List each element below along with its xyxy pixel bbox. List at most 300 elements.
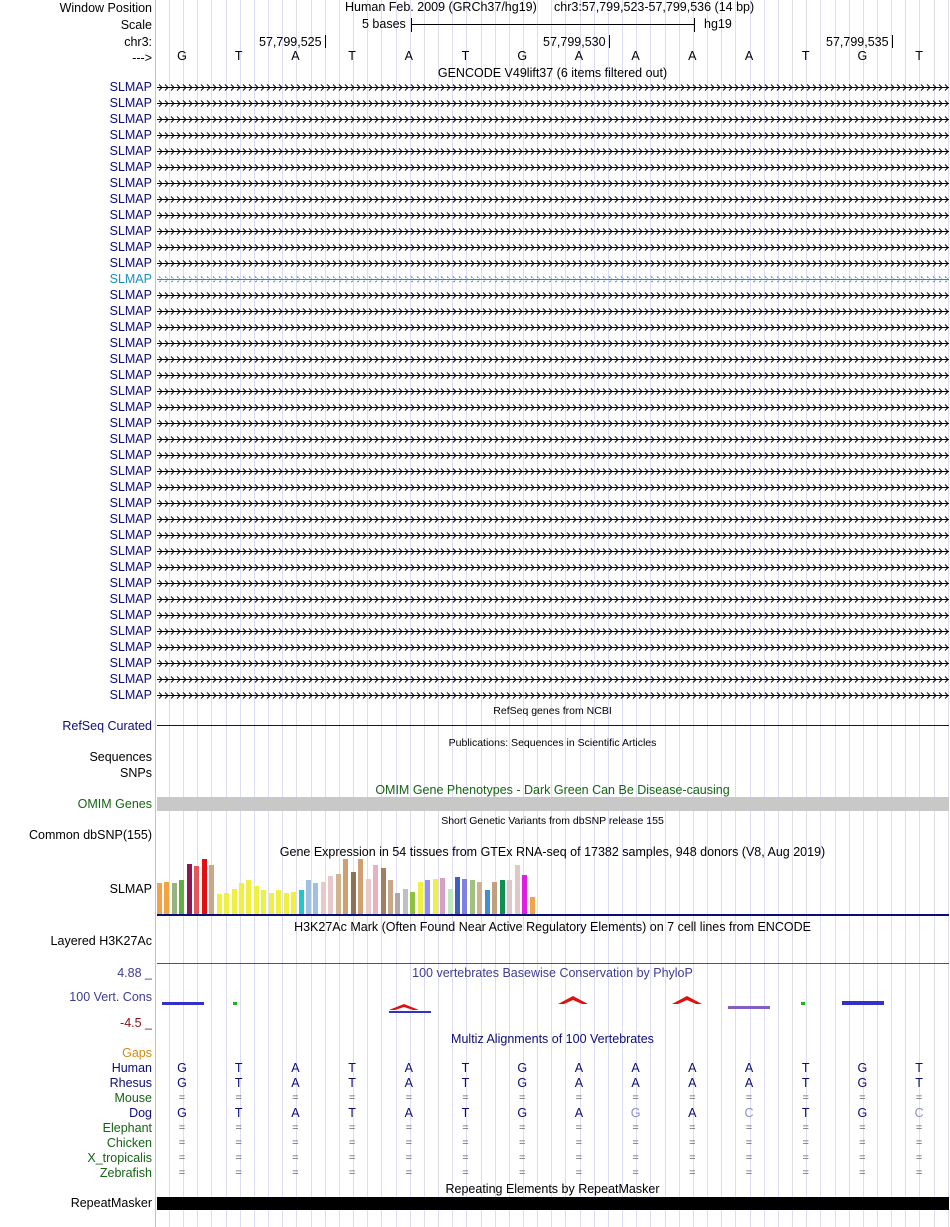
gtex-tissue-bar[interactable] (321, 882, 326, 914)
multiz-base: = (518, 1137, 526, 1149)
multiz-base: = (575, 1167, 583, 1179)
gtex-tissue-bar[interactable] (433, 879, 438, 914)
gencode-transcript[interactable] (157, 307, 949, 316)
gencode-transcript-label[interactable]: SLMAP (109, 336, 152, 350)
cons-logo-glyph (389, 1004, 419, 1010)
gencode-track-title[interactable]: GENCODE V49lift37 (6 items filtered out) (437, 66, 668, 80)
multiz-base: = (348, 1092, 356, 1104)
gencode-transcript-label[interactable]: SLMAP (109, 80, 152, 94)
multiz-base: G (630, 1106, 641, 1120)
gencode-transcript-label[interactable]: SLMAP (109, 560, 152, 574)
multiz-base: = (915, 1137, 923, 1149)
cons-min-label: -4.5 _ (120, 1016, 152, 1030)
multiz-base: A (574, 1076, 584, 1090)
multiz-species-label[interactable]: Zebrafish (99, 1166, 152, 1180)
gtex-tissue-bar[interactable] (366, 879, 371, 914)
gtex-tissue-bar[interactable] (239, 883, 244, 914)
gtex-tissue-bar[interactable] (462, 879, 467, 914)
gtex-tissue-bar[interactable] (179, 880, 184, 914)
gencode-transcript-label[interactable]: SLMAP (109, 656, 152, 670)
multiz-species-label[interactable]: Elephant (102, 1121, 152, 1135)
position-readout: chr3:57,799,523-57,799,536 (14 bp) (554, 0, 755, 14)
multiz-base: T (234, 1076, 243, 1090)
gtex-tissue-bar[interactable] (507, 880, 512, 914)
multiz-base: A (291, 1061, 300, 1075)
cons-logo-glyph (558, 996, 588, 1004)
multiz-base: = (575, 1122, 583, 1134)
gencode-transcript-label[interactable]: SLMAP (109, 448, 152, 462)
multiz-base: = (405, 1122, 413, 1134)
multiz-base: A (744, 1076, 754, 1090)
refseq-track-title[interactable]: RefSeq genes from NCBI (493, 705, 612, 717)
coord-tick (892, 35, 893, 48)
gtex-track-title[interactable]: Gene Expression in 54 tissues from GTEx RNA-seq of 17382 samples, 948 donors (V8, Aug 2019) (279, 845, 826, 859)
gtex-tissue-bar[interactable] (477, 882, 482, 914)
gencode-transcript[interactable] (157, 83, 949, 92)
cons-logo-glyph (233, 1002, 237, 1005)
gencode-transcript[interactable] (157, 675, 949, 684)
multiz-base: A (574, 1061, 584, 1075)
gtex-tissue-bar[interactable] (254, 886, 259, 914)
multiz-base: A (744, 1061, 754, 1075)
sequence-base: T (461, 49, 470, 63)
gtex-tissue-bar[interactable] (500, 880, 505, 914)
gencode-transcript-label[interactable]: SLMAP (109, 240, 152, 254)
multiz-base: = (575, 1152, 583, 1164)
gencode-transcript-label[interactable]: SLMAP (109, 384, 152, 398)
db-label: hg19 (704, 17, 732, 31)
multiz-base: = (802, 1167, 809, 1179)
multiz-base: = (518, 1122, 526, 1134)
multiz-base: = (575, 1092, 583, 1104)
gtex-tissue-bar[interactable] (284, 893, 289, 914)
gencode-transcript-label[interactable]: SLMAP (109, 192, 152, 206)
gtex-tissue-bar[interactable] (448, 889, 453, 914)
gencode-transcript[interactable] (157, 579, 949, 588)
gencode-transcript[interactable] (157, 227, 949, 236)
multiz-track-title[interactable]: Multiz Alignments of 100 Vertebrates (451, 1032, 654, 1046)
multiz-base: = (405, 1137, 413, 1149)
gtex-tissue-bar[interactable] (269, 893, 274, 914)
gencode-transcript-label[interactable]: SLMAP (109, 480, 152, 494)
gencode-transcript[interactable] (157, 339, 949, 348)
gtex-tissue-bar[interactable] (246, 880, 251, 914)
multiz-base: T (461, 1106, 470, 1120)
rmsk-track-title[interactable]: Repeating Elements by RepeatMasker (445, 1182, 660, 1196)
gencode-transcript-label[interactable]: SLMAP (109, 400, 152, 414)
h3k27-track-title[interactable]: H3K27Ac Mark (Often Found Near Active Regulatory Elements) on 7 cell lines from ENCODE (294, 920, 811, 934)
multiz-base: = (292, 1167, 299, 1179)
multiz-base: = (292, 1092, 299, 1104)
sequence-base: G (517, 49, 528, 63)
multiz-base: = (745, 1152, 753, 1164)
multiz-base: T (915, 1061, 923, 1075)
gencode-transcript-label[interactable]: SLMAP (109, 672, 152, 686)
multiz-base: = (632, 1152, 639, 1164)
gencode-transcript[interactable] (157, 179, 949, 188)
multiz-base: T (461, 1061, 470, 1075)
coord-tick (325, 35, 326, 48)
multiz-base: = (405, 1152, 413, 1164)
multiz-base: = (462, 1122, 469, 1134)
gtex-tissue-bar[interactable] (351, 872, 356, 914)
gencode-transcript[interactable] (157, 131, 949, 140)
multiz-base: = (178, 1152, 186, 1164)
h3k27-baseline (157, 963, 949, 964)
multiz-base: T (801, 1106, 810, 1120)
gencode-transcript-label[interactable]: SLMAP (109, 96, 152, 110)
multiz-base: A (404, 1076, 413, 1090)
sequence-base: A (574, 49, 584, 63)
gencode-transcript-label[interactable]: SLMAP (109, 368, 152, 382)
pubs-label-sequences[interactable]: Sequences (89, 750, 152, 764)
multiz-base: T (348, 1076, 356, 1090)
gencode-transcript[interactable] (157, 115, 949, 124)
gtex-tissue-bar[interactable] (164, 882, 169, 914)
gencode-transcript-label[interactable]: SLMAP (109, 528, 152, 542)
multiz-base: = (632, 1167, 639, 1179)
gtex-label[interactable]: SLMAP (109, 882, 152, 896)
gencode-transcript[interactable] (157, 547, 949, 556)
multiz-base: = (235, 1122, 242, 1134)
rmsk-repeat-block[interactable] (157, 1197, 949, 1210)
multiz-base: = (462, 1167, 469, 1179)
gtex-tissue-bar[interactable] (224, 893, 229, 914)
gencode-transcript[interactable] (157, 627, 949, 636)
gtex-tissue-bar[interactable] (470, 880, 475, 914)
sequence-base: A (404, 49, 413, 63)
pubs-label-snps[interactable]: SNPs (120, 766, 152, 780)
gtex-tissue-bar[interactable] (492, 882, 497, 914)
multiz-base: G (177, 1061, 187, 1075)
gencode-transcript[interactable] (157, 163, 949, 172)
multiz-base: = (802, 1137, 809, 1149)
sequence-base: A (688, 49, 697, 63)
gencode-transcript-label[interactable]: SLMAP (109, 144, 152, 158)
gencode-transcript-label[interactable]: SLMAP (109, 176, 152, 190)
multiz-base: G (517, 1076, 528, 1090)
gencode-transcript-label[interactable]: SLMAP (109, 320, 152, 334)
multiz-base: = (462, 1137, 469, 1149)
gencode-transcript[interactable] (157, 99, 949, 108)
gtex-tissue-bar[interactable] (306, 880, 311, 914)
multiz-base: = (178, 1167, 186, 1179)
gencode-transcript-label[interactable]: SLMAP (109, 608, 152, 622)
multiz-base: G (857, 1106, 868, 1120)
multiz-base: A (688, 1106, 697, 1120)
assembly-title: Human Feb. 2009 (GRCh37/hg19) (345, 0, 537, 14)
dbsnp-track-title[interactable]: Short Genetic Variants from dbSNP release 155 (441, 815, 664, 827)
multiz-base: = (348, 1167, 356, 1179)
multiz-base: = (859, 1152, 866, 1164)
multiz-base: G (857, 1076, 868, 1090)
gencode-transcript[interactable] (157, 659, 949, 668)
gtex-tissue-bar[interactable] (522, 875, 527, 914)
multiz-base: A (404, 1106, 413, 1120)
gtex-tissue-bar[interactable] (291, 892, 296, 914)
multiz-species-label[interactable]: Human (111, 1061, 152, 1075)
multiz-base: A (291, 1076, 300, 1090)
gencode-transcript[interactable] (157, 387, 949, 396)
multiz-base: = (178, 1137, 186, 1149)
gencode-transcript[interactable] (157, 355, 949, 364)
window-position-label: Window Position (59, 1, 152, 15)
gencode-transcript-label[interactable]: SLMAP (109, 512, 152, 526)
multiz-species-label[interactable]: X_tropicalis (87, 1151, 152, 1165)
gtex-tissue-bar[interactable] (194, 866, 199, 914)
multiz-base: T (801, 1076, 810, 1090)
multiz-base: = (745, 1167, 753, 1179)
sequence-base: T (801, 49, 810, 63)
gtex-tissue-bar[interactable] (336, 874, 341, 914)
gtex-tissue-bar[interactable] (403, 889, 408, 914)
gtex-tissue-bar[interactable] (455, 877, 460, 914)
multiz-base: T (234, 1061, 243, 1075)
gtex-tissue-bar[interactable] (343, 859, 348, 914)
multiz-base: = (462, 1092, 469, 1104)
cons-logo-glyph (842, 1001, 884, 1005)
gencode-transcript-label[interactable]: SLMAP (109, 624, 152, 638)
gencode-transcript-label[interactable]: SLMAP (109, 304, 152, 318)
multiz-base: A (631, 1076, 640, 1090)
gencode-transcript-label[interactable]: SLMAP (109, 256, 152, 270)
gtex-tissue-bar[interactable] (232, 889, 237, 914)
multiz-base: = (632, 1122, 639, 1134)
gencode-transcript[interactable] (157, 147, 949, 156)
gencode-transcript[interactable] (157, 563, 949, 572)
gencode-transcript[interactable] (157, 611, 949, 620)
gencode-transcript[interactable] (157, 643, 949, 652)
gencode-transcript[interactable] (157, 691, 949, 700)
multiz-base: = (859, 1122, 866, 1134)
multiz-base: = (802, 1152, 809, 1164)
gtex-tissue-bar[interactable] (209, 865, 214, 914)
multiz-base: = (292, 1152, 299, 1164)
gtex-tissue-bar[interactable] (515, 865, 520, 914)
scale-text: 5 bases (362, 17, 406, 31)
multiz-base: G (517, 1061, 528, 1075)
multiz-base: = (689, 1152, 696, 1164)
multiz-base: A (574, 1106, 584, 1120)
gtex-tissue-bar[interactable] (202, 859, 207, 914)
cons-logo-glyph (801, 1002, 805, 1005)
gencode-transcript-label[interactable]: SLMAP (109, 688, 152, 702)
cons-logo-glyph (389, 1011, 431, 1013)
gencode-transcript[interactable] (157, 259, 949, 268)
cons-logo[interactable] (156, 990, 950, 1016)
gtex-tissue-bar[interactable] (157, 883, 162, 914)
sequence-base: T (234, 49, 243, 63)
sequence-base: A (631, 49, 640, 63)
gencode-transcript-label[interactable]: SLMAP (109, 208, 152, 222)
multiz-species-label[interactable]: Chicken (106, 1136, 152, 1150)
gencode-transcript-label[interactable]: SLMAP (109, 544, 152, 558)
gencode-transcript[interactable] (157, 467, 949, 476)
multiz-base: = (348, 1137, 356, 1149)
sequence-base: A (744, 49, 754, 63)
coord-tick-label: 57,799,525 (259, 35, 322, 49)
dbsnp-label[interactable]: Common dbSNP(155) (29, 828, 152, 842)
gencode-transcript-label[interactable]: SLMAP (109, 496, 152, 510)
coord-tick (609, 35, 610, 48)
multiz-species-label[interactable]: Dog (129, 1106, 152, 1120)
gencode-transcript-label[interactable]: SLMAP (109, 576, 152, 590)
cons-logo-glyph (728, 1006, 770, 1009)
multiz-base: A (631, 1061, 640, 1075)
multiz-base: = (859, 1137, 866, 1149)
gencode-transcript-label[interactable]: SLMAP (109, 416, 152, 430)
gtex-tissue-bar[interactable] (261, 890, 266, 914)
gtex-tissue-bar[interactable] (299, 890, 304, 914)
gtex-tissue-bar[interactable] (172, 883, 177, 914)
omim-gene-bar[interactable] (157, 797, 949, 811)
multiz-base: = (518, 1152, 526, 1164)
multiz-base: = (689, 1122, 696, 1134)
cons-logo-glyph (672, 996, 702, 1004)
multiz-base: = (178, 1122, 186, 1134)
multiz-base: = (802, 1092, 809, 1104)
gencode-transcript[interactable] (157, 419, 949, 428)
sequence-base: T (915, 49, 923, 63)
gencode-transcript-label[interactable]: SLMAP (109, 224, 152, 238)
gencode-transcript[interactable] (157, 531, 949, 540)
multiz-base: = (915, 1122, 923, 1134)
coord-tick-label: 57,799,535 (826, 35, 889, 49)
multiz-base: = (745, 1092, 753, 1104)
gencode-transcript[interactable] (157, 275, 949, 284)
multiz-base: A (404, 1061, 413, 1075)
multiz-base: G (517, 1106, 528, 1120)
gtex-tissue-bar[interactable] (217, 894, 222, 914)
multiz-base: = (915, 1152, 923, 1164)
gtex-tissue-bar[interactable] (373, 865, 378, 914)
multiz-base: = (348, 1152, 356, 1164)
multiz-base: T (801, 1061, 810, 1075)
scale-label: Scale (120, 18, 152, 32)
multiz-base: = (348, 1122, 356, 1134)
gencode-transcript[interactable] (157, 195, 949, 204)
gtex-tissue-bar[interactable] (187, 864, 192, 914)
gencode-transcript[interactable] (157, 515, 949, 524)
multiz-base: G (857, 1061, 868, 1075)
gtex-tissue-bar[interactable] (381, 868, 386, 914)
gencode-transcript-label[interactable]: SLMAP (109, 592, 152, 606)
gencode-transcript-label[interactable]: SLMAP (109, 128, 152, 142)
gtex-tissue-bar[interactable] (358, 859, 363, 914)
gencode-transcript-label[interactable]: SLMAP (109, 432, 152, 446)
gencode-transcript[interactable] (157, 451, 949, 460)
scale-bar (411, 18, 695, 32)
pubs-track-title[interactable]: Publications: Sequences in Scientific Articles (448, 737, 657, 749)
multiz-base: = (915, 1092, 923, 1104)
multiz-base: = (745, 1137, 753, 1149)
gencode-transcript[interactable] (157, 371, 949, 380)
multiz-base: = (915, 1167, 923, 1179)
gencode-transcript[interactable] (157, 291, 949, 300)
multiz-base: T (348, 1106, 356, 1120)
multiz-base: = (235, 1167, 242, 1179)
gencode-transcript[interactable] (157, 595, 949, 604)
gtex-tissue-bar[interactable] (485, 890, 490, 914)
gencode-transcript-label[interactable]: SLMAP (109, 112, 152, 126)
gencode-transcript[interactable] (157, 243, 949, 252)
gencode-transcript[interactable] (157, 435, 949, 444)
strand-label: ---> (132, 51, 152, 65)
multiz-base: = (859, 1167, 866, 1179)
sequence-base: A (291, 49, 300, 63)
gaps-label: Gaps (122, 1046, 152, 1060)
gtex-tissue-bar[interactable] (395, 893, 400, 914)
sequence-base: G (177, 49, 187, 63)
rmsk-label[interactable]: RepeatMasker (70, 1196, 152, 1210)
cons-logo-glyph (162, 1002, 204, 1005)
gtex-tissue-bar[interactable] (388, 880, 393, 914)
gtex-tissue-bar[interactable] (418, 882, 423, 914)
gtex-tissue-bar[interactable] (410, 892, 415, 914)
refseq-line[interactable] (157, 725, 949, 726)
multiz-base: = (632, 1137, 639, 1149)
multiz-base: G (177, 1076, 187, 1090)
multiz-base: A (688, 1076, 697, 1090)
coord-tick-label: 57,799,530 (543, 35, 606, 49)
gencode-transcript[interactable] (157, 499, 949, 508)
multiz-base: C (914, 1106, 924, 1120)
gtex-tissue-bar[interactable] (425, 880, 430, 914)
multiz-base: = (518, 1167, 526, 1179)
multiz-base: = (575, 1137, 583, 1149)
omim-label[interactable]: OMIM Genes (77, 797, 152, 811)
omim-track-title[interactable]: OMIM Gene Phenotypes - Dark Green Can Be Disease-causing (375, 783, 730, 797)
multiz-base: = (405, 1092, 413, 1104)
gtex-tissue-bar[interactable] (328, 876, 333, 914)
gencode-transcript-label[interactable]: SLMAP (109, 352, 152, 366)
h3k27-label[interactable]: Layered H3K27Ac (50, 934, 152, 948)
gencode-transcript-label[interactable]: SLMAP (109, 288, 152, 302)
multiz-base: G (177, 1106, 187, 1120)
gtex-tissue-bar[interactable] (530, 897, 535, 914)
gencode-transcript-label[interactable]: SLMAP (109, 640, 152, 654)
multiz-base: = (405, 1167, 413, 1179)
sequence-base: T (348, 49, 356, 63)
gencode-transcript[interactable] (157, 483, 949, 492)
gtex-tissue-bar[interactable] (313, 883, 318, 914)
multiz-species-label[interactable]: Mouse (114, 1091, 152, 1105)
gencode-transcript[interactable] (157, 323, 949, 332)
gencode-transcript-label[interactable]: SLMAP (109, 272, 152, 286)
multiz-base: T (234, 1106, 243, 1120)
multiz-base: C (744, 1106, 754, 1120)
gtex-tissue-bar[interactable] (276, 890, 281, 914)
gtex-bar-graph[interactable] (156, 858, 556, 914)
multiz-species-label[interactable]: Rhesus (109, 1076, 152, 1090)
gencode-transcript[interactable] (157, 403, 949, 412)
multiz-base: = (802, 1122, 809, 1134)
multiz-base: = (859, 1092, 866, 1104)
sequence-base: G (857, 49, 868, 63)
multiz-base: = (462, 1152, 469, 1164)
cons-label[interactable]: 100 Vert. Cons (69, 990, 152, 1004)
gencode-transcript-label[interactable]: SLMAP (109, 160, 152, 174)
refseq-label[interactable]: RefSeq Curated (62, 719, 152, 733)
cons-track-title[interactable]: 100 vertebrates Basewise Conservation by PhyloP (412, 966, 693, 980)
gencode-transcript[interactable] (157, 211, 949, 220)
gtex-tissue-bar[interactable] (440, 878, 445, 914)
multiz-base: = (745, 1122, 753, 1134)
gencode-transcript-label[interactable]: SLMAP (109, 464, 152, 478)
chr-label: chr3: (124, 35, 152, 49)
multiz-base: T (461, 1076, 470, 1090)
multiz-base: = (235, 1092, 242, 1104)
